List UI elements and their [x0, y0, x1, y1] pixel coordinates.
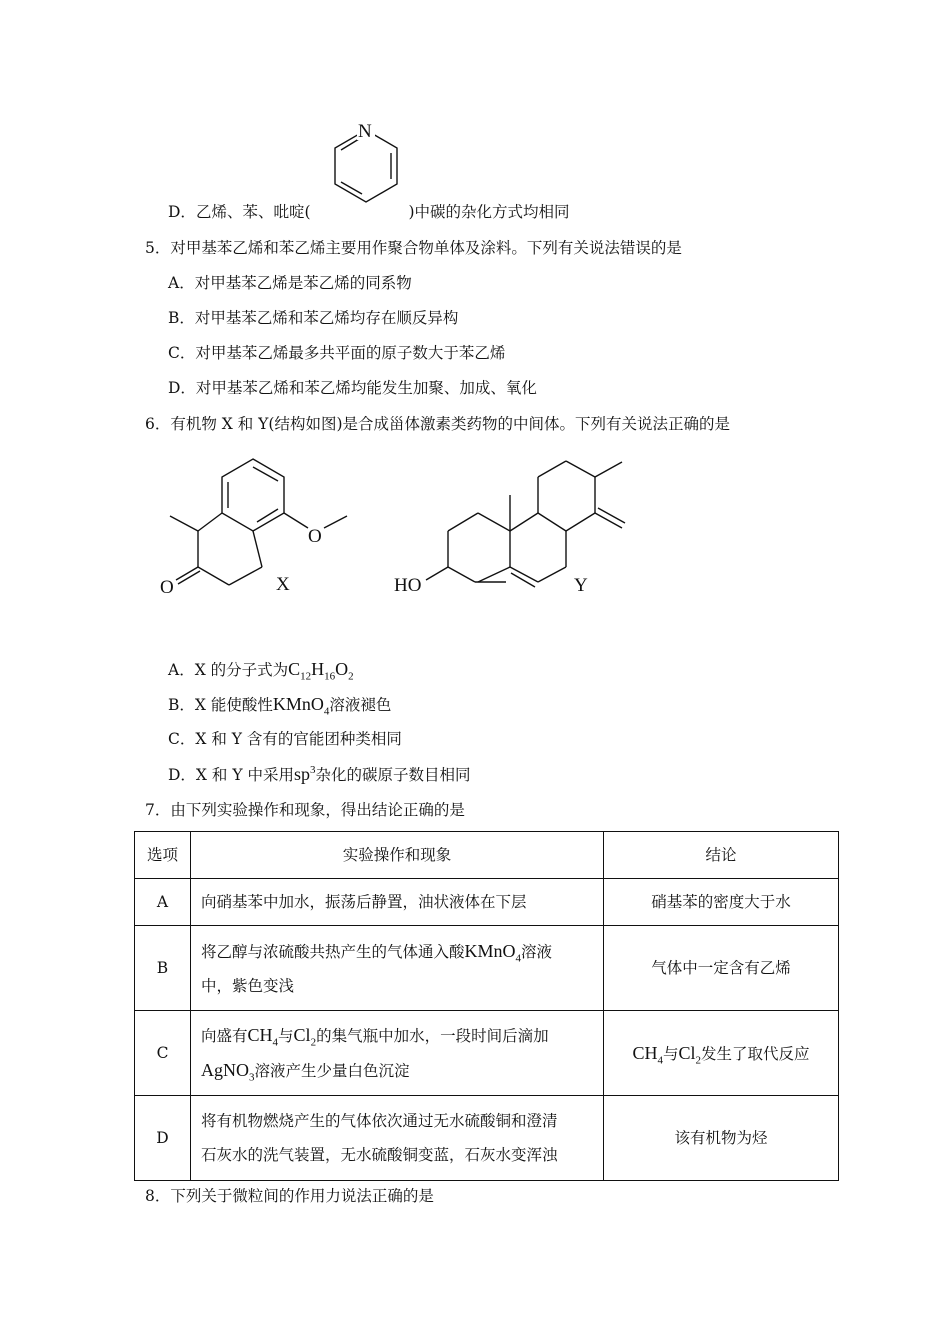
structure-x — [150, 450, 380, 610]
q8-stem: 8．下列关于微粒间的作用力说法正确的是 — [145, 1187, 434, 1205]
header-option: 选项 — [135, 832, 191, 879]
q6-option-b: B．X 能使酸性KMnO$_4$溶液褪色 — [168, 694, 392, 718]
pyridine-n-atom: N — [358, 121, 372, 142]
header-conclusion: 结论 — [604, 832, 839, 879]
pyridine-structure — [325, 120, 415, 210]
structure-y — [390, 450, 640, 610]
table-row: D 将有机物燃烧产生的气体依次通过无水硫酸铜和澄清 石灰水的洗气装置，无水硫酸铜变蓝，石灰水变浑浊 该有机物为烃 — [135, 1096, 839, 1181]
q6-option-c: C．X 和 Y 含有的官能团种类相同 — [168, 730, 402, 748]
x-label: X — [276, 574, 290, 595]
q6-stem: 6．有机物 X 和 Y(结构如图)是合成甾体激素类药物的中间体。下列有关说法正确的是 — [145, 415, 731, 433]
x-methoxy-o: O — [308, 526, 322, 547]
table-header-row — [135, 832, 839, 879]
experiment-table — [134, 831, 839, 1181]
q4-option-d: D．乙烯、苯、吡啶( )中碳的杂化方式均相同 — [168, 203, 570, 221]
q5-option-c: C．对甲基苯乙烯最多共平面的原子数大于苯乙烯 — [168, 344, 506, 362]
q5-option-b: B．对甲基苯乙烯和苯乙烯均存在顺反异构 — [168, 309, 459, 327]
x-ketone-o: O — [160, 577, 174, 598]
y-hydroxyl: HO — [394, 575, 422, 596]
header-operation: 实验操作和现象 — [191, 832, 604, 879]
q5-option-d: D．对甲基苯乙烯和苯乙烯均能发生加聚、加成、氧化 — [168, 379, 537, 397]
y-label: Y — [574, 575, 588, 596]
q5-option-a: A．对甲基苯乙烯是苯乙烯的同系物 — [168, 274, 412, 292]
table-row: A 向硝基苯中加水，振荡后静置，油状液体在下层 硝基苯的密度大于水 — [135, 879, 839, 926]
q6-option-d: D．X 和 Y 中采用$sp^3$杂化的碳原子数目相同 — [168, 764, 471, 784]
q6-option-a: A．X 的分子式为$C_{12}H_{16}O_2$ — [168, 659, 354, 683]
table-row: C 向盛有$CH_4$与$Cl_2$的集气瓶中加水，一段时间后滴加 AgNO$_3$溶液产生少量白色沉淀 $CH_4$与$Cl_2$发生了取代反应 — [135, 1011, 839, 1096]
q7-stem: 7．由下列实验操作和现象，得出结论正确的是 — [145, 801, 465, 819]
table-row: B 将乙醇与浓硫酸共热产生的气体通入酸KMnO$_4$溶液 中，紫色变浅 气体中一定含有乙烯 — [135, 926, 839, 1011]
q5-stem: 5．对甲基苯乙烯和苯乙烯主要用作聚合物单体及涂料。下列有关说法错误的是 — [145, 239, 682, 257]
